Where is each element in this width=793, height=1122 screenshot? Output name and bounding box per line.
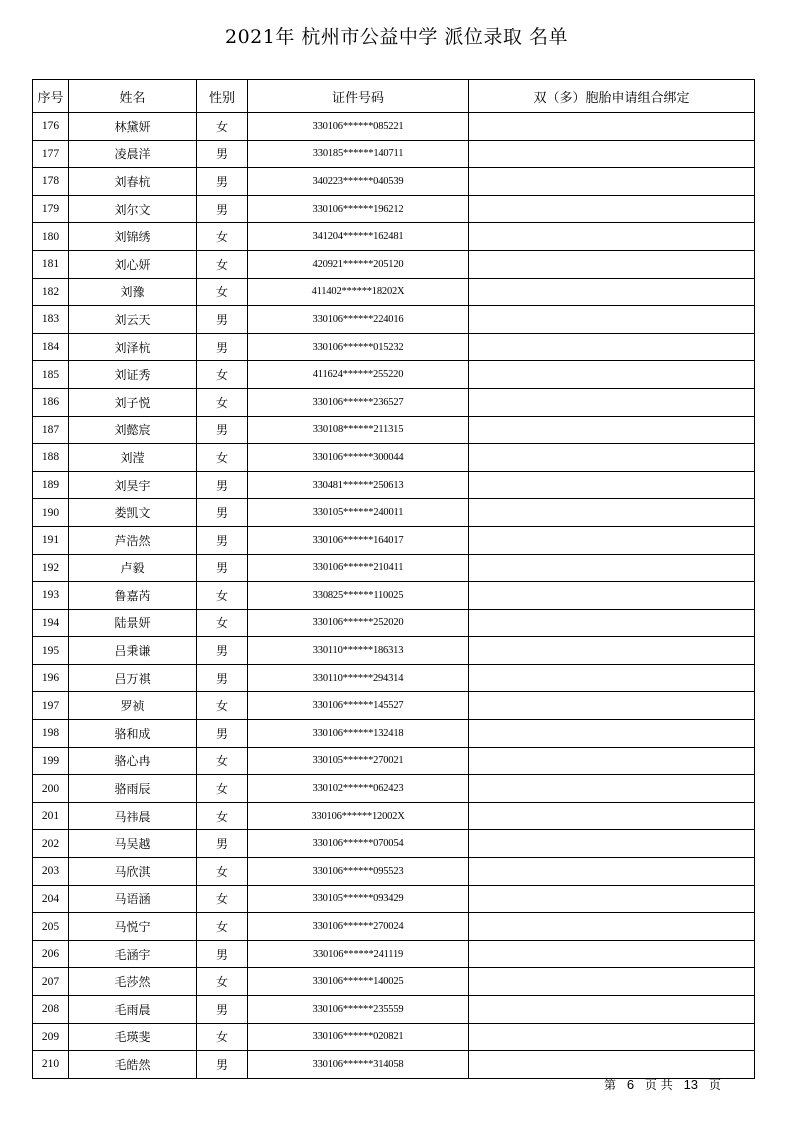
cell-id-number: 330106******132418 xyxy=(248,720,469,748)
cell-twin-binding xyxy=(469,858,755,886)
cell-gender: 男 xyxy=(197,637,248,665)
cell-serial-no: 198 xyxy=(33,720,69,748)
cell-serial-no: 190 xyxy=(33,499,69,527)
table-row xyxy=(33,526,755,554)
cell-gender: 女 xyxy=(197,388,248,416)
cell-name: 刘证秀 xyxy=(69,361,197,389)
cell-gender: 女 xyxy=(197,913,248,941)
cell-twin-binding xyxy=(469,913,755,941)
header-gender: 性别 xyxy=(197,80,248,113)
cell-serial-no: 177 xyxy=(33,140,69,168)
cell-serial-no: 192 xyxy=(33,554,69,582)
cell-id-number: 330106******015232 xyxy=(248,333,469,361)
cell-serial-no: 209 xyxy=(33,1023,69,1051)
cell-gender: 男 xyxy=(197,195,248,223)
cell-serial-no: 197 xyxy=(33,692,69,720)
cell-id-number: 330106******235559 xyxy=(248,996,469,1024)
cell-serial-no: 199 xyxy=(33,747,69,775)
cell-name: 卢毅 xyxy=(69,554,197,582)
cell-twin-binding xyxy=(469,637,755,665)
cell-gender: 男 xyxy=(197,333,248,361)
cell-twin-binding xyxy=(469,361,755,389)
cell-id-number: 330106******210411 xyxy=(248,554,469,582)
cell-twin-binding xyxy=(469,802,755,830)
cell-name: 娄凯文 xyxy=(69,499,197,527)
cell-name: 刘心妍 xyxy=(69,250,197,278)
cell-twin-binding xyxy=(469,609,755,637)
cell-twin-binding xyxy=(469,223,755,251)
cell-id-number: 330106******252020 xyxy=(248,609,469,637)
cell-twin-binding xyxy=(469,195,755,223)
header-twin-binding: 双（多）胞胎申请组合绑定 xyxy=(469,80,755,113)
cell-serial-no: 208 xyxy=(33,996,69,1024)
cell-gender: 男 xyxy=(197,168,248,196)
cell-serial-no: 194 xyxy=(33,609,69,637)
cell-id-number: 411402******18202X xyxy=(248,278,469,306)
cell-id-number: 330106******070054 xyxy=(248,830,469,858)
table-header-row xyxy=(33,80,755,113)
table-row xyxy=(33,333,755,361)
cell-gender: 男 xyxy=(197,720,248,748)
table-row xyxy=(33,168,755,196)
cell-id-number: 330106******241119 xyxy=(248,940,469,968)
cell-name: 刘子悦 xyxy=(69,388,197,416)
cell-name: 毛皓然 xyxy=(69,1051,197,1079)
footer-suffix: 页 xyxy=(708,1078,721,1092)
cell-name: 芦浩然 xyxy=(69,526,197,554)
cell-name: 陆景妍 xyxy=(69,609,197,637)
table-row xyxy=(33,250,755,278)
footer-prefix: 第 xyxy=(604,1078,617,1092)
cell-twin-binding xyxy=(469,388,755,416)
cell-id-number: 330105******093429 xyxy=(248,885,469,913)
cell-twin-binding xyxy=(469,885,755,913)
cell-name: 刘滢 xyxy=(69,444,197,472)
cell-serial-no: 201 xyxy=(33,802,69,830)
table-row xyxy=(33,913,755,941)
cell-serial-no: 191 xyxy=(33,526,69,554)
cell-gender: 男 xyxy=(197,140,248,168)
cell-gender: 女 xyxy=(197,250,248,278)
cell-id-number: 330825******110025 xyxy=(248,582,469,610)
cell-name: 马语涵 xyxy=(69,885,197,913)
cell-twin-binding xyxy=(469,278,755,306)
cell-gender: 女 xyxy=(197,1023,248,1051)
cell-name: 林黛妍 xyxy=(69,113,197,141)
cell-twin-binding xyxy=(469,775,755,803)
cell-id-number: 330481******250613 xyxy=(248,471,469,499)
table-body xyxy=(33,113,755,1079)
cell-id-number: 330106******196212 xyxy=(248,195,469,223)
cell-gender: 男 xyxy=(197,664,248,692)
cell-name: 罗祯 xyxy=(69,692,197,720)
cell-gender: 女 xyxy=(197,968,248,996)
cell-id-number: 330185******140711 xyxy=(248,140,469,168)
cell-twin-binding xyxy=(469,582,755,610)
cell-name: 骆心冉 xyxy=(69,747,197,775)
cell-serial-no: 204 xyxy=(33,885,69,913)
cell-id-number: 330106******095523 xyxy=(248,858,469,886)
cell-id-number: 341204******162481 xyxy=(248,223,469,251)
cell-serial-no: 205 xyxy=(33,913,69,941)
cell-gender: 女 xyxy=(197,278,248,306)
cell-twin-binding xyxy=(469,416,755,444)
cell-gender: 女 xyxy=(197,113,248,141)
cell-serial-no: 188 xyxy=(33,444,69,472)
cell-serial-no: 195 xyxy=(33,637,69,665)
cell-serial-no: 181 xyxy=(33,250,69,278)
header-serial-no: 序号 xyxy=(33,80,69,113)
cell-name: 刘豫 xyxy=(69,278,197,306)
table-row xyxy=(33,1051,755,1079)
cell-serial-no: 206 xyxy=(33,940,69,968)
cell-name: 马吴越 xyxy=(69,830,197,858)
cell-serial-no: 189 xyxy=(33,471,69,499)
table-row xyxy=(33,499,755,527)
cell-serial-no: 200 xyxy=(33,775,69,803)
cell-id-number: 330110******294314 xyxy=(248,664,469,692)
cell-serial-no: 183 xyxy=(33,306,69,334)
table-row xyxy=(33,582,755,610)
cell-twin-binding xyxy=(469,554,755,582)
page-footer xyxy=(604,1076,721,1093)
cell-serial-no: 210 xyxy=(33,1051,69,1079)
cell-name: 马祎晨 xyxy=(69,802,197,830)
cell-id-number: 330106******236527 xyxy=(248,388,469,416)
header-name: 姓名 xyxy=(69,80,197,113)
table-row xyxy=(33,692,755,720)
cell-twin-binding xyxy=(469,692,755,720)
table-row xyxy=(33,416,755,444)
cell-name: 毛莎然 xyxy=(69,968,197,996)
cell-gender: 男 xyxy=(197,306,248,334)
cell-id-number: 330106******224016 xyxy=(248,306,469,334)
cell-name: 刘昊宇 xyxy=(69,471,197,499)
cell-id-number: 330102******062423 xyxy=(248,775,469,803)
table-row xyxy=(33,306,755,334)
cell-serial-no: 196 xyxy=(33,664,69,692)
cell-serial-no: 203 xyxy=(33,858,69,886)
cell-id-number: 330106******12002X xyxy=(248,802,469,830)
cell-name: 马悦宁 xyxy=(69,913,197,941)
cell-twin-binding xyxy=(469,968,755,996)
cell-twin-binding xyxy=(469,996,755,1024)
table-row xyxy=(33,223,755,251)
cell-twin-binding xyxy=(469,499,755,527)
cell-id-number: 330110******186313 xyxy=(248,637,469,665)
table-row xyxy=(33,471,755,499)
cell-twin-binding xyxy=(469,444,755,472)
cell-gender: 女 xyxy=(197,692,248,720)
cell-id-number: 330106******164017 xyxy=(248,526,469,554)
cell-id-number: 330106******314058 xyxy=(248,1051,469,1079)
cell-twin-binding xyxy=(469,940,755,968)
table-row xyxy=(33,278,755,306)
cell-gender: 女 xyxy=(197,747,248,775)
cell-twin-binding xyxy=(469,720,755,748)
cell-gender: 女 xyxy=(197,609,248,637)
cell-twin-binding xyxy=(469,526,755,554)
cell-name: 刘锦绣 xyxy=(69,223,197,251)
cell-gender: 男 xyxy=(197,526,248,554)
cell-twin-binding xyxy=(469,140,755,168)
cell-name: 刘尔文 xyxy=(69,195,197,223)
cell-gender: 男 xyxy=(197,416,248,444)
header-id-number: 证件号码 xyxy=(248,80,469,113)
table-row xyxy=(33,1023,755,1051)
cell-name: 鲁嘉芮 xyxy=(69,582,197,610)
total-page-count: 13 xyxy=(683,1077,699,1092)
page-title: 2021年 杭州市公益中学 派位录取 名单 xyxy=(225,26,568,48)
table-row xyxy=(33,140,755,168)
cell-id-number: 330108******211315 xyxy=(248,416,469,444)
cell-twin-binding xyxy=(469,747,755,775)
table-row xyxy=(33,858,755,886)
cell-serial-no: 178 xyxy=(33,168,69,196)
cell-serial-no: 202 xyxy=(33,830,69,858)
cell-id-number: 330105******270021 xyxy=(248,747,469,775)
table-row xyxy=(33,830,755,858)
table-row xyxy=(33,775,755,803)
cell-twin-binding xyxy=(469,1023,755,1051)
cell-name: 吕万祺 xyxy=(69,664,197,692)
table-row xyxy=(33,637,755,665)
cell-name: 毛涵宇 xyxy=(69,940,197,968)
table-row xyxy=(33,940,755,968)
cell-serial-no: 179 xyxy=(33,195,69,223)
cell-name: 毛瑛斐 xyxy=(69,1023,197,1051)
cell-serial-no: 184 xyxy=(33,333,69,361)
cell-gender: 女 xyxy=(197,444,248,472)
cell-serial-no: 182 xyxy=(33,278,69,306)
cell-name: 刘泽杭 xyxy=(69,333,197,361)
cell-twin-binding xyxy=(469,113,755,141)
cell-name: 毛雨晨 xyxy=(69,996,197,1024)
cell-id-number: 330105******240011 xyxy=(248,499,469,527)
cell-serial-no: 193 xyxy=(33,582,69,610)
cell-name: 刘云天 xyxy=(69,306,197,334)
cell-twin-binding xyxy=(469,830,755,858)
current-page-number: 6 xyxy=(626,1077,635,1092)
table-row xyxy=(33,361,755,389)
footer-middle: 页 共 xyxy=(644,1078,673,1092)
cell-gender: 男 xyxy=(197,499,248,527)
table-row xyxy=(33,554,755,582)
cell-serial-no: 187 xyxy=(33,416,69,444)
cell-id-number: 411624******255220 xyxy=(248,361,469,389)
table-row xyxy=(33,195,755,223)
cell-serial-no: 185 xyxy=(33,361,69,389)
admission-table xyxy=(32,79,755,1079)
cell-twin-binding xyxy=(469,333,755,361)
cell-name: 刘春杭 xyxy=(69,168,197,196)
cell-id-number: 330106******270024 xyxy=(248,913,469,941)
cell-gender: 男 xyxy=(197,830,248,858)
cell-serial-no: 186 xyxy=(33,388,69,416)
cell-gender: 男 xyxy=(197,471,248,499)
cell-gender: 女 xyxy=(197,775,248,803)
cell-gender: 男 xyxy=(197,554,248,582)
cell-gender: 女 xyxy=(197,582,248,610)
cell-gender: 女 xyxy=(197,361,248,389)
cell-serial-no: 180 xyxy=(33,223,69,251)
cell-gender: 女 xyxy=(197,223,248,251)
table-row xyxy=(33,996,755,1024)
cell-twin-binding xyxy=(469,1051,755,1079)
table-row xyxy=(33,802,755,830)
cell-gender: 男 xyxy=(197,1051,248,1079)
cell-id-number: 330106******145527 xyxy=(248,692,469,720)
table-row xyxy=(33,664,755,692)
cell-id-number: 330106******140025 xyxy=(248,968,469,996)
cell-twin-binding xyxy=(469,664,755,692)
table-row xyxy=(33,113,755,141)
table-row xyxy=(33,747,755,775)
cell-twin-binding xyxy=(469,250,755,278)
cell-name: 骆雨辰 xyxy=(69,775,197,803)
cell-name: 凌晨洋 xyxy=(69,140,197,168)
cell-id-number: 330106******085221 xyxy=(248,113,469,141)
cell-name: 骆和成 xyxy=(69,720,197,748)
cell-gender: 男 xyxy=(197,996,248,1024)
cell-gender: 男 xyxy=(197,940,248,968)
cell-gender: 女 xyxy=(197,885,248,913)
table-row xyxy=(33,444,755,472)
cell-twin-binding xyxy=(469,168,755,196)
cell-name: 马欣淇 xyxy=(69,858,197,886)
table-row xyxy=(33,609,755,637)
cell-name: 刘懿宸 xyxy=(69,416,197,444)
table-row xyxy=(33,968,755,996)
cell-twin-binding xyxy=(469,306,755,334)
table-row xyxy=(33,720,755,748)
cell-gender: 女 xyxy=(197,858,248,886)
cell-id-number: 330106******020821 xyxy=(248,1023,469,1051)
cell-id-number: 340223******040539 xyxy=(248,168,469,196)
cell-serial-no: 207 xyxy=(33,968,69,996)
table-row xyxy=(33,388,755,416)
cell-id-number: 330106******300044 xyxy=(248,444,469,472)
cell-name: 吕秉谦 xyxy=(69,637,197,665)
cell-id-number: 420921******205120 xyxy=(248,250,469,278)
cell-serial-no: 176 xyxy=(33,113,69,141)
cell-gender: 女 xyxy=(197,802,248,830)
table-row xyxy=(33,885,755,913)
cell-twin-binding xyxy=(469,471,755,499)
